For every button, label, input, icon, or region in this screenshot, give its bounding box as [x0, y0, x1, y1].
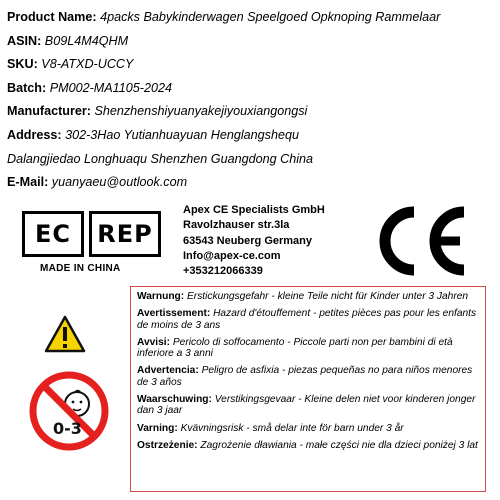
product-info	[7, 6, 497, 195]
warning-label: Warnung:	[137, 291, 185, 302]
rep-box: REP	[89, 211, 161, 257]
warning-label: Ostrzeżenie:	[137, 439, 198, 451]
product-name-row	[7, 6, 497, 30]
rep-email: Info@apex-ce.com	[183, 249, 281, 262]
warning-text: Zagrożenie dławiania - małe części nie dla dzieci poniżej 3 lat	[200, 439, 478, 451]
info-label: Batch:	[7, 80, 47, 95]
info-value: Shenzhenshiyuanyakejiyouxiangongsi	[94, 104, 308, 119]
warning-pl	[137, 440, 479, 451]
warnings-box	[130, 286, 486, 492]
info-label: E-Mail:	[7, 175, 49, 190]
info-label: SKU:	[7, 57, 38, 72]
info-label: Product Name:	[7, 10, 97, 24]
info-value: B09L4M4QHM	[44, 33, 129, 48]
warning-text: Kvävningsrisk - små delar inte för barn under 3 år	[180, 422, 404, 434]
address-row-2	[7, 148, 497, 172]
rep-street: Ravolzhauser str.3la	[183, 219, 290, 232]
eu-representative	[183, 203, 325, 279]
no-children-under-3-icon	[28, 370, 110, 452]
warning-label: Varning:	[137, 422, 178, 434]
info-value: V8-ATXD-UCCY	[41, 57, 134, 72]
warning-es	[137, 365, 479, 388]
address-row	[7, 124, 497, 148]
warning-sv	[137, 423, 479, 434]
rep-company: Apex CE Specialists GmbH	[183, 204, 325, 216]
warning-de	[137, 291, 479, 302]
warning-text: Peligro de asfixia - piezas pequeñas no para niños menores de 3 años	[137, 365, 473, 388]
info-value: PM002-MA1105-2024	[49, 80, 172, 95]
warning-text: Verstikingsgevaar - Kleine delen niet voor kinderen jonger dan 3 jaar	[137, 394, 476, 417]
email-row	[7, 171, 497, 195]
warning-text: Hazard d'étouffement - petites pièces pas pour les enfants de moins de 3 ans	[137, 308, 477, 331]
info-label: ASIN:	[7, 33, 42, 48]
info-value: 4packs Babykinderwagen Speelgoed Opknoping Rammelaar	[100, 10, 441, 24]
info-label: Manufacturer:	[7, 104, 91, 119]
info-value: yuanyaeu@outlook.com	[51, 175, 188, 190]
rep-phone: +353212066339	[183, 265, 263, 278]
warning-triangle-icon	[44, 315, 86, 353]
age-label: 0-3	[53, 419, 82, 438]
asin-row	[7, 30, 497, 54]
ec-box: EC	[22, 211, 84, 257]
manufacturer-row	[7, 100, 497, 124]
warning-fr	[137, 308, 479, 331]
warning-text: Erstickungsgefahr - kleine Teile nicht für Kinder unter 3 Jahren	[187, 291, 469, 302]
warning-text: Pericolo di soffocamento - Piccole parti non per bambini di età inferiore a 3 anni	[137, 336, 453, 360]
warning-it	[137, 337, 479, 360]
info-label: Address:	[7, 127, 62, 142]
warning-label: Avertissement:	[137, 308, 211, 320]
warning-nl	[137, 394, 479, 417]
batch-row	[7, 77, 497, 101]
warning-label: Advertencia:	[137, 365, 199, 377]
warning-label: Avvisi:	[137, 336, 171, 348]
info-value: Dalangjiedao Longhuaqu Shenzhen Guangdong China	[7, 151, 314, 166]
ec-rep-symbol	[22, 211, 162, 257]
ce-mark-icon	[370, 206, 470, 276]
info-value: 302-3Hao Yutianhuayuan Henglangshequ	[65, 127, 299, 142]
made-in-china: MADE IN CHINA	[40, 263, 121, 274]
rep-city: 63543 Neuberg Germany	[183, 234, 313, 247]
sku-row	[7, 53, 497, 77]
warning-label: Waarschuwing:	[137, 394, 212, 406]
